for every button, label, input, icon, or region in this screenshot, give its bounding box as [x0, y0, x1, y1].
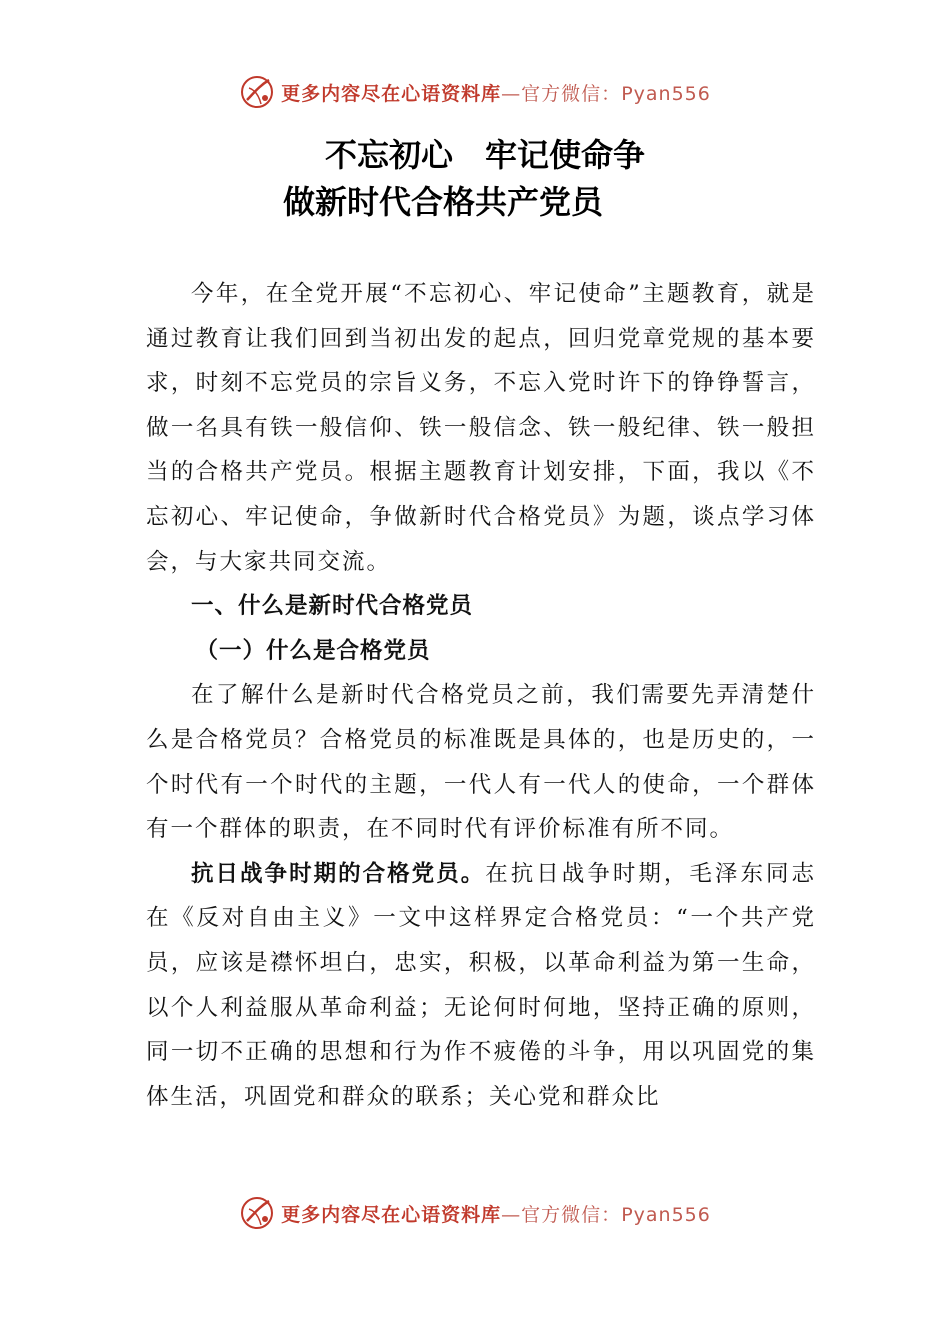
paragraph-war-period-lead: 抗日战争时期的合格党员。 [191, 860, 486, 887]
banner-dash: — [501, 1203, 522, 1226]
banner-wechat-id: Pyan556 [621, 1203, 711, 1226]
pen-logo-icon [239, 1195, 275, 1231]
paragraph-war-period-text: 在抗日战争时期，毛泽东同志在《反对自由主义》一文中这样界定合格党员：“一个共产党员，应该是襟怀坦白，忠实，积极，以革命利益为第一生命，以个人利益服从革命利益；无论何时何地，坚持正确的原则，同一切不正确的思想和行为作不疲倦的斗争，用以巩固党的集体生活，巩固党和群众的联系；关心党和群众比 [146, 860, 816, 1110]
paragraph-war-period [146, 852, 816, 1120]
document-body [146, 272, 816, 1119]
header-banner [0, 72, 950, 112]
footer-banner [0, 1193, 950, 1233]
banner-wechat-label: 官方微信： [521, 82, 622, 105]
section-heading: 一、什么是新时代合格党员 [191, 593, 474, 620]
title-line-2: 做新时代合格共产党员 [283, 183, 604, 221]
banner-text [281, 1200, 711, 1227]
subsection-heading: （一）什么是合格党员 [195, 637, 431, 664]
paragraph-qualified: 在了解什么是新时代合格党员之前，我们需要先弄清楚什么是合格党员？合格党员的标准既是具体的，也是历史的，一个时代有一个时代的主题，一代人有一代人的使命，一个群体有一个群体的职责，在不同时代有评价标准有所不同。 [146, 682, 816, 843]
banner-main: 更多内容尽在心语资料库 [281, 82, 502, 105]
title-line-1: 不忘初心 牢记使命争 [325, 136, 646, 174]
paragraph-intro: 今年，在全党开展“不忘初心、牢记使命”主题教育，就是通过教育让我们回到当初出发的起点，回归党章党规的基本要求，时刻不忘党员的宗旨义务，不忘入党时许下的铮铮誓言，做一名具有铁一般信仰、铁一般信念、铁一般纪律、铁一般担当的合格共产党员。根据主题教育计划安排，下面，我以《不忘初心、牢记使命，争做新时代合格党员》为题，谈点学习体会，与大家共同交流。 [146, 281, 816, 575]
banner-dash: — [501, 82, 522, 105]
banner-wechat-label: 官方微信： [521, 1203, 622, 1226]
banner-main: 更多内容尽在心语资料库 [281, 1203, 502, 1226]
banner-text [281, 79, 711, 106]
pen-logo-icon [239, 74, 275, 110]
banner-wechat-id: Pyan556 [621, 82, 711, 105]
